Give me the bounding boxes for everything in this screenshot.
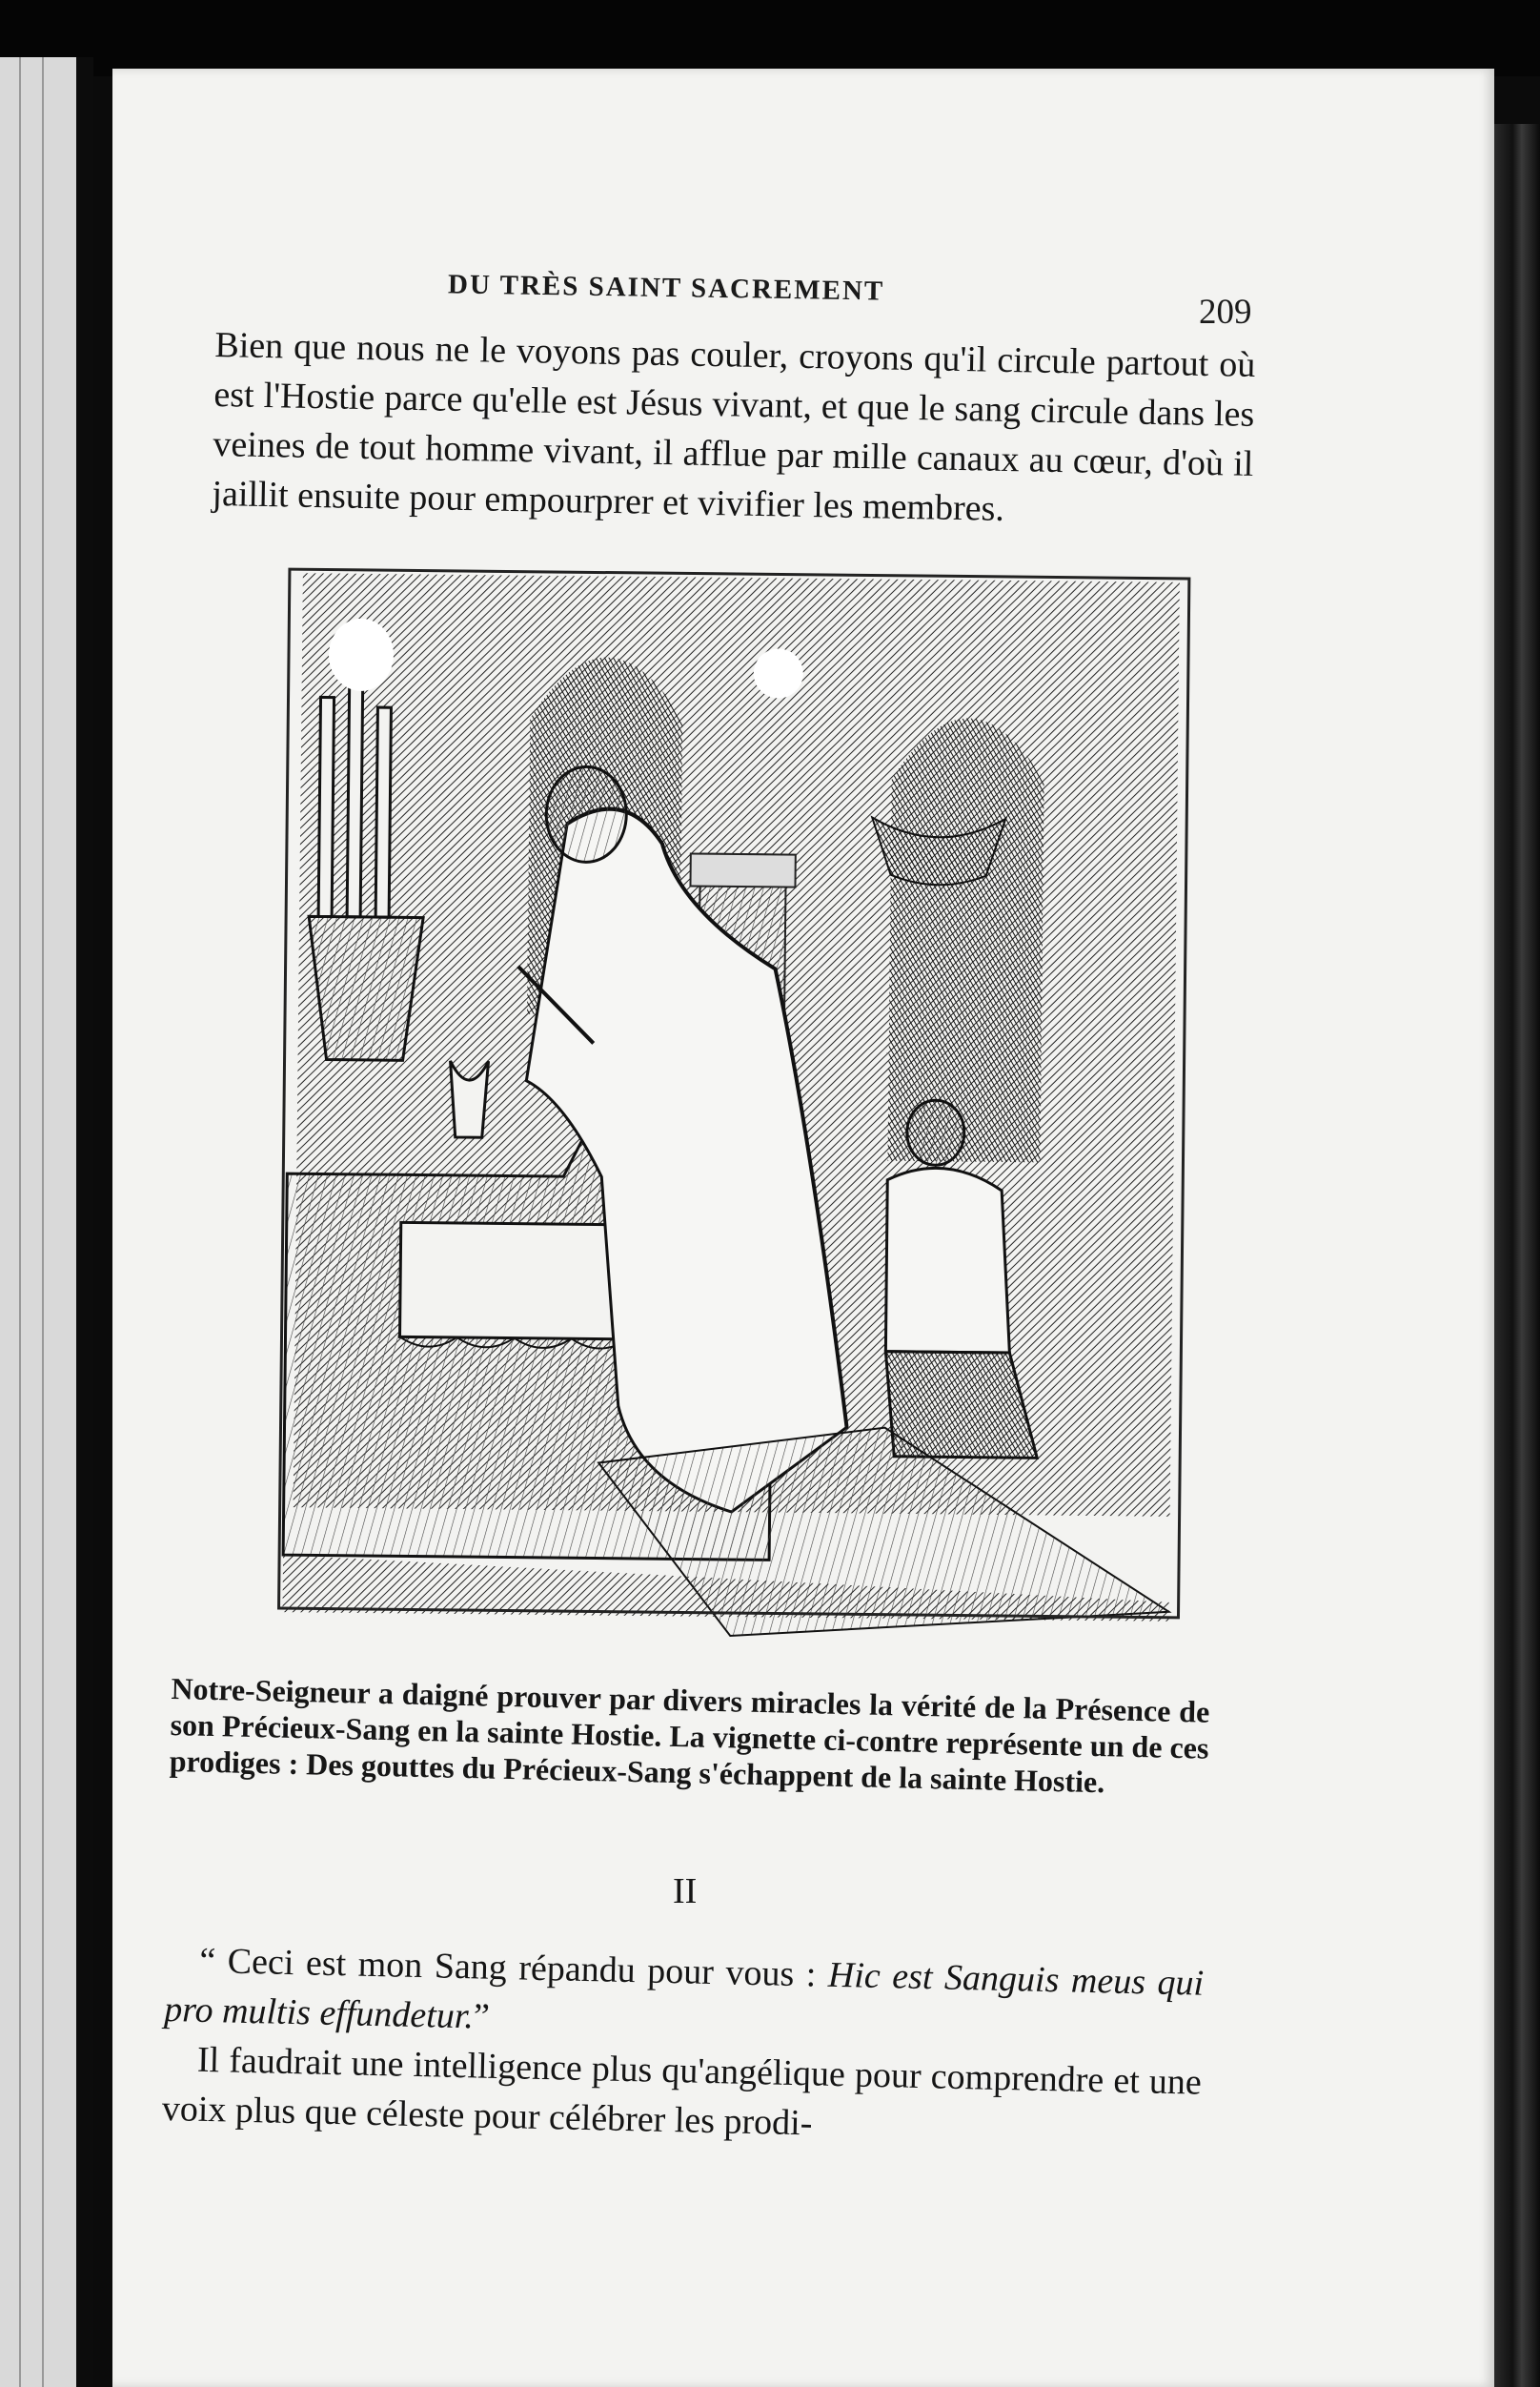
page-number: 209 [1199, 293, 1252, 332]
quote-end: ” [473, 1996, 491, 2037]
book-spine-edge [1494, 124, 1540, 2387]
previous-page-edge [0, 57, 93, 2387]
paragraph-text: Il faudrait une intelligence plus qu'angélique pour comprendre et une voix plus que céleste pour célébrer les prodi- [161, 2039, 1203, 2144]
body-paragraph-top [212, 320, 1256, 539]
illustration-caption: Notre-Seigneur a daigné prouver par divers miracles la vérité de la Présence de son Précieux-Sang en la sainte Hostie. La vignette ci-contre représente un de ces prodiges : Des gouttes du Précieux-Sang s'échappent de la sainte Hostie. [169, 1670, 1210, 1800]
paragraph-text: Bien que nous ne le voyons pas couler, croyons qu'il circule partout où est l'Hostie parce qu'elle est Jésus vivant, et que le sang circule dans les veines de tout homme vivant, il afflue par mille canaux au cœur, d'où il jaillit ensuite pour empourprer et vivifier les membres. [212, 324, 1256, 529]
body-paragraph-bottom [161, 1935, 1204, 2157]
quote-latin: Hic est Sanguis meus qui pro multis effundetur. [163, 1954, 1205, 2037]
scan-background-top [0, 0, 1540, 76]
quote-start: “ Ceci est mon Sang répandu pour vous : [198, 1940, 829, 1995]
running-head: DU TRÈS SAINT SACREMENT [447, 269, 885, 307]
section-numeral: II [673, 1871, 698, 1911]
altar-engraving [273, 563, 1195, 1662]
